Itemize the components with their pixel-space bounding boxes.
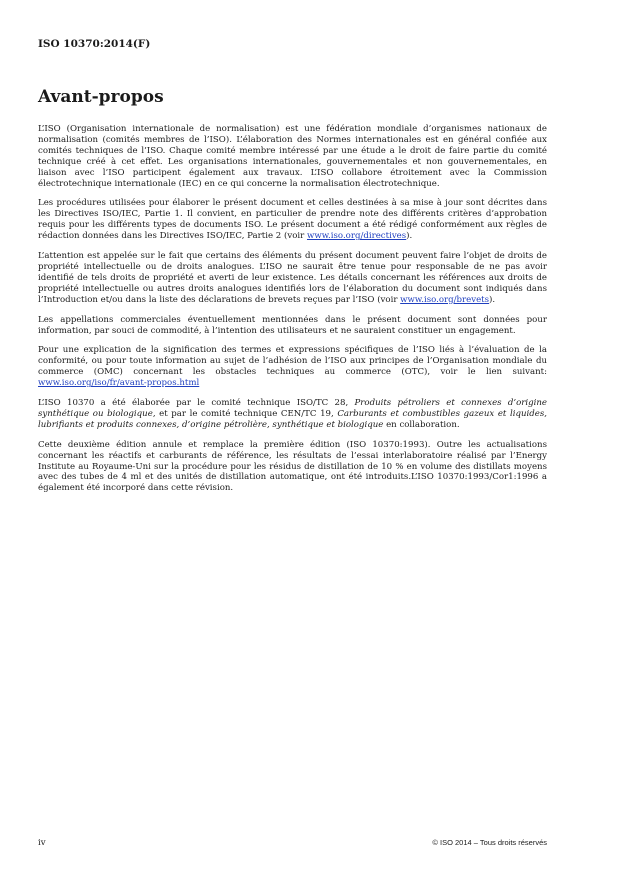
paragraph-iso-organisation: L’ISO (Organisation internationale de normalisation) est une fédération mondiale d’organismes nationaux de normalisation (comités membres de l’ISO). L’élaboration des Normes internationales est en général confiée aux comités techniques de l’ISO. Chaque comité membre intéressé par une étude a le droit de faire partie du comité technique créé à cet effet. Les organisations internationales, gouvernementales et non gouvernementales, en liaison avec l’ISO participent également aux travaux. L’ISO collabore étroitement avec la Commission électrotechnique internationale (IEC) en ce qui concerne la normalisation électrotechnique.: [38, 124, 547, 189]
paragraph-procedures: [38, 198, 547, 242]
paragraph-text: ).: [489, 294, 496, 305]
foreword-link[interactable]: www.iso.org/iso/fr/avant-propos.html: [38, 378, 200, 389]
foreword-body: [38, 124, 547, 503]
copyright-notice: © ISO 2014 – Tous droits réservés: [432, 838, 547, 847]
page-title: Avant-propos: [38, 87, 164, 107]
paragraph-text: Les procédures utilisées pour élaborer le présent document et celles destinées à sa mise à jour sont décrites dans les Directives ISO/IEC, Partie 1. Il convient, en particulier de prendre note des différents critères d’approbation requis pour les différents types de documents ISO. Le présent document a été rédigé conformément aux règles de rédaction données dans les Directives ISO/IEC, Partie 2 (voir: [38, 198, 547, 242]
document-code: ISO 10370:2014(F): [38, 38, 151, 50]
paragraph-text: ).: [406, 231, 413, 242]
paragraph-patents: [38, 251, 547, 306]
patents-link[interactable]: www.iso.org/brevets: [400, 294, 490, 305]
paragraph-text: L’ISO 10370 a été élaborée par le comité technique ISO/TC 28,: [38, 398, 355, 409]
paragraph-committee: [38, 398, 547, 431]
committee-title-italic: Produits pétroliers et connexes d’origine synthétique ou biologique: [38, 398, 547, 419]
paragraph-text: L’attention est appelée sur le fait que certains des éléments du présent document peuvent faire l’objet de droits de propriété intellectuelle ou de droits analogues. L’ISO ne saurait être tenue pour responsable de ne pas avoir identifié de tels droits de propriété et averti de leur existence. Les détails concernant les références aux droits de propriété intellectuelle ou autres droits analogues identifiés lors de l’élaboration du document sont indiqués dans l’Introduction et/ou dans la liste des déclarations de brevets reçues par l’ISO (voir: [38, 251, 547, 305]
paragraph-text: , et par le comité technique CEN/TC 19,: [152, 408, 338, 419]
cen-committee-title-italic: Carburants et combustibles gazeux et liquides, lubrifiants et produits connexes, d’origine pétrolière, synthétique et biologique: [38, 408, 547, 430]
paragraph-text: Pour une explication de la signification des termes et expressions spécifiques de l’ISO liés à l’évaluation de la conformité, ou pour toute information au sujet de l’adhésion de l’ISO aux principes de l’Organisation mondiale du commerce (OMC) concernant les obstacles techniques au commerce (OTC), voir le lien suivant:: [38, 345, 547, 378]
paragraph-edition: Cette deuxième édition annule et remplace la première édition (ISO 10370:1993). Outre les actualisations concernant les réactifs et carburants de référence, les résultats de l’essai interlaboratoire réalisé par l’Energy Institute au Royaume-Uni sur la procédure pour les résidus de distillation de 10 % en volume des distillats moyens avec des tubes de 4 ml et des unités de distillation automatique, ont été introduits.L’ISO 10370:1993/Cor1:1996 a également été incorporé dans cette révision.: [38, 439, 547, 494]
paragraph-text: en collaboration.: [383, 419, 460, 430]
page-number: iv: [38, 838, 46, 848]
directives-link[interactable]: www.iso.org/directives: [306, 231, 407, 242]
paragraph-conformity: [38, 345, 547, 389]
paragraph-trade-names: Les appellations commerciales éventuellement mentionnées dans le présent document sont données pour information, par souci de commodité, à l’intention des utilisateurs et ne sauraient constituer un engagement.: [38, 314, 547, 336]
